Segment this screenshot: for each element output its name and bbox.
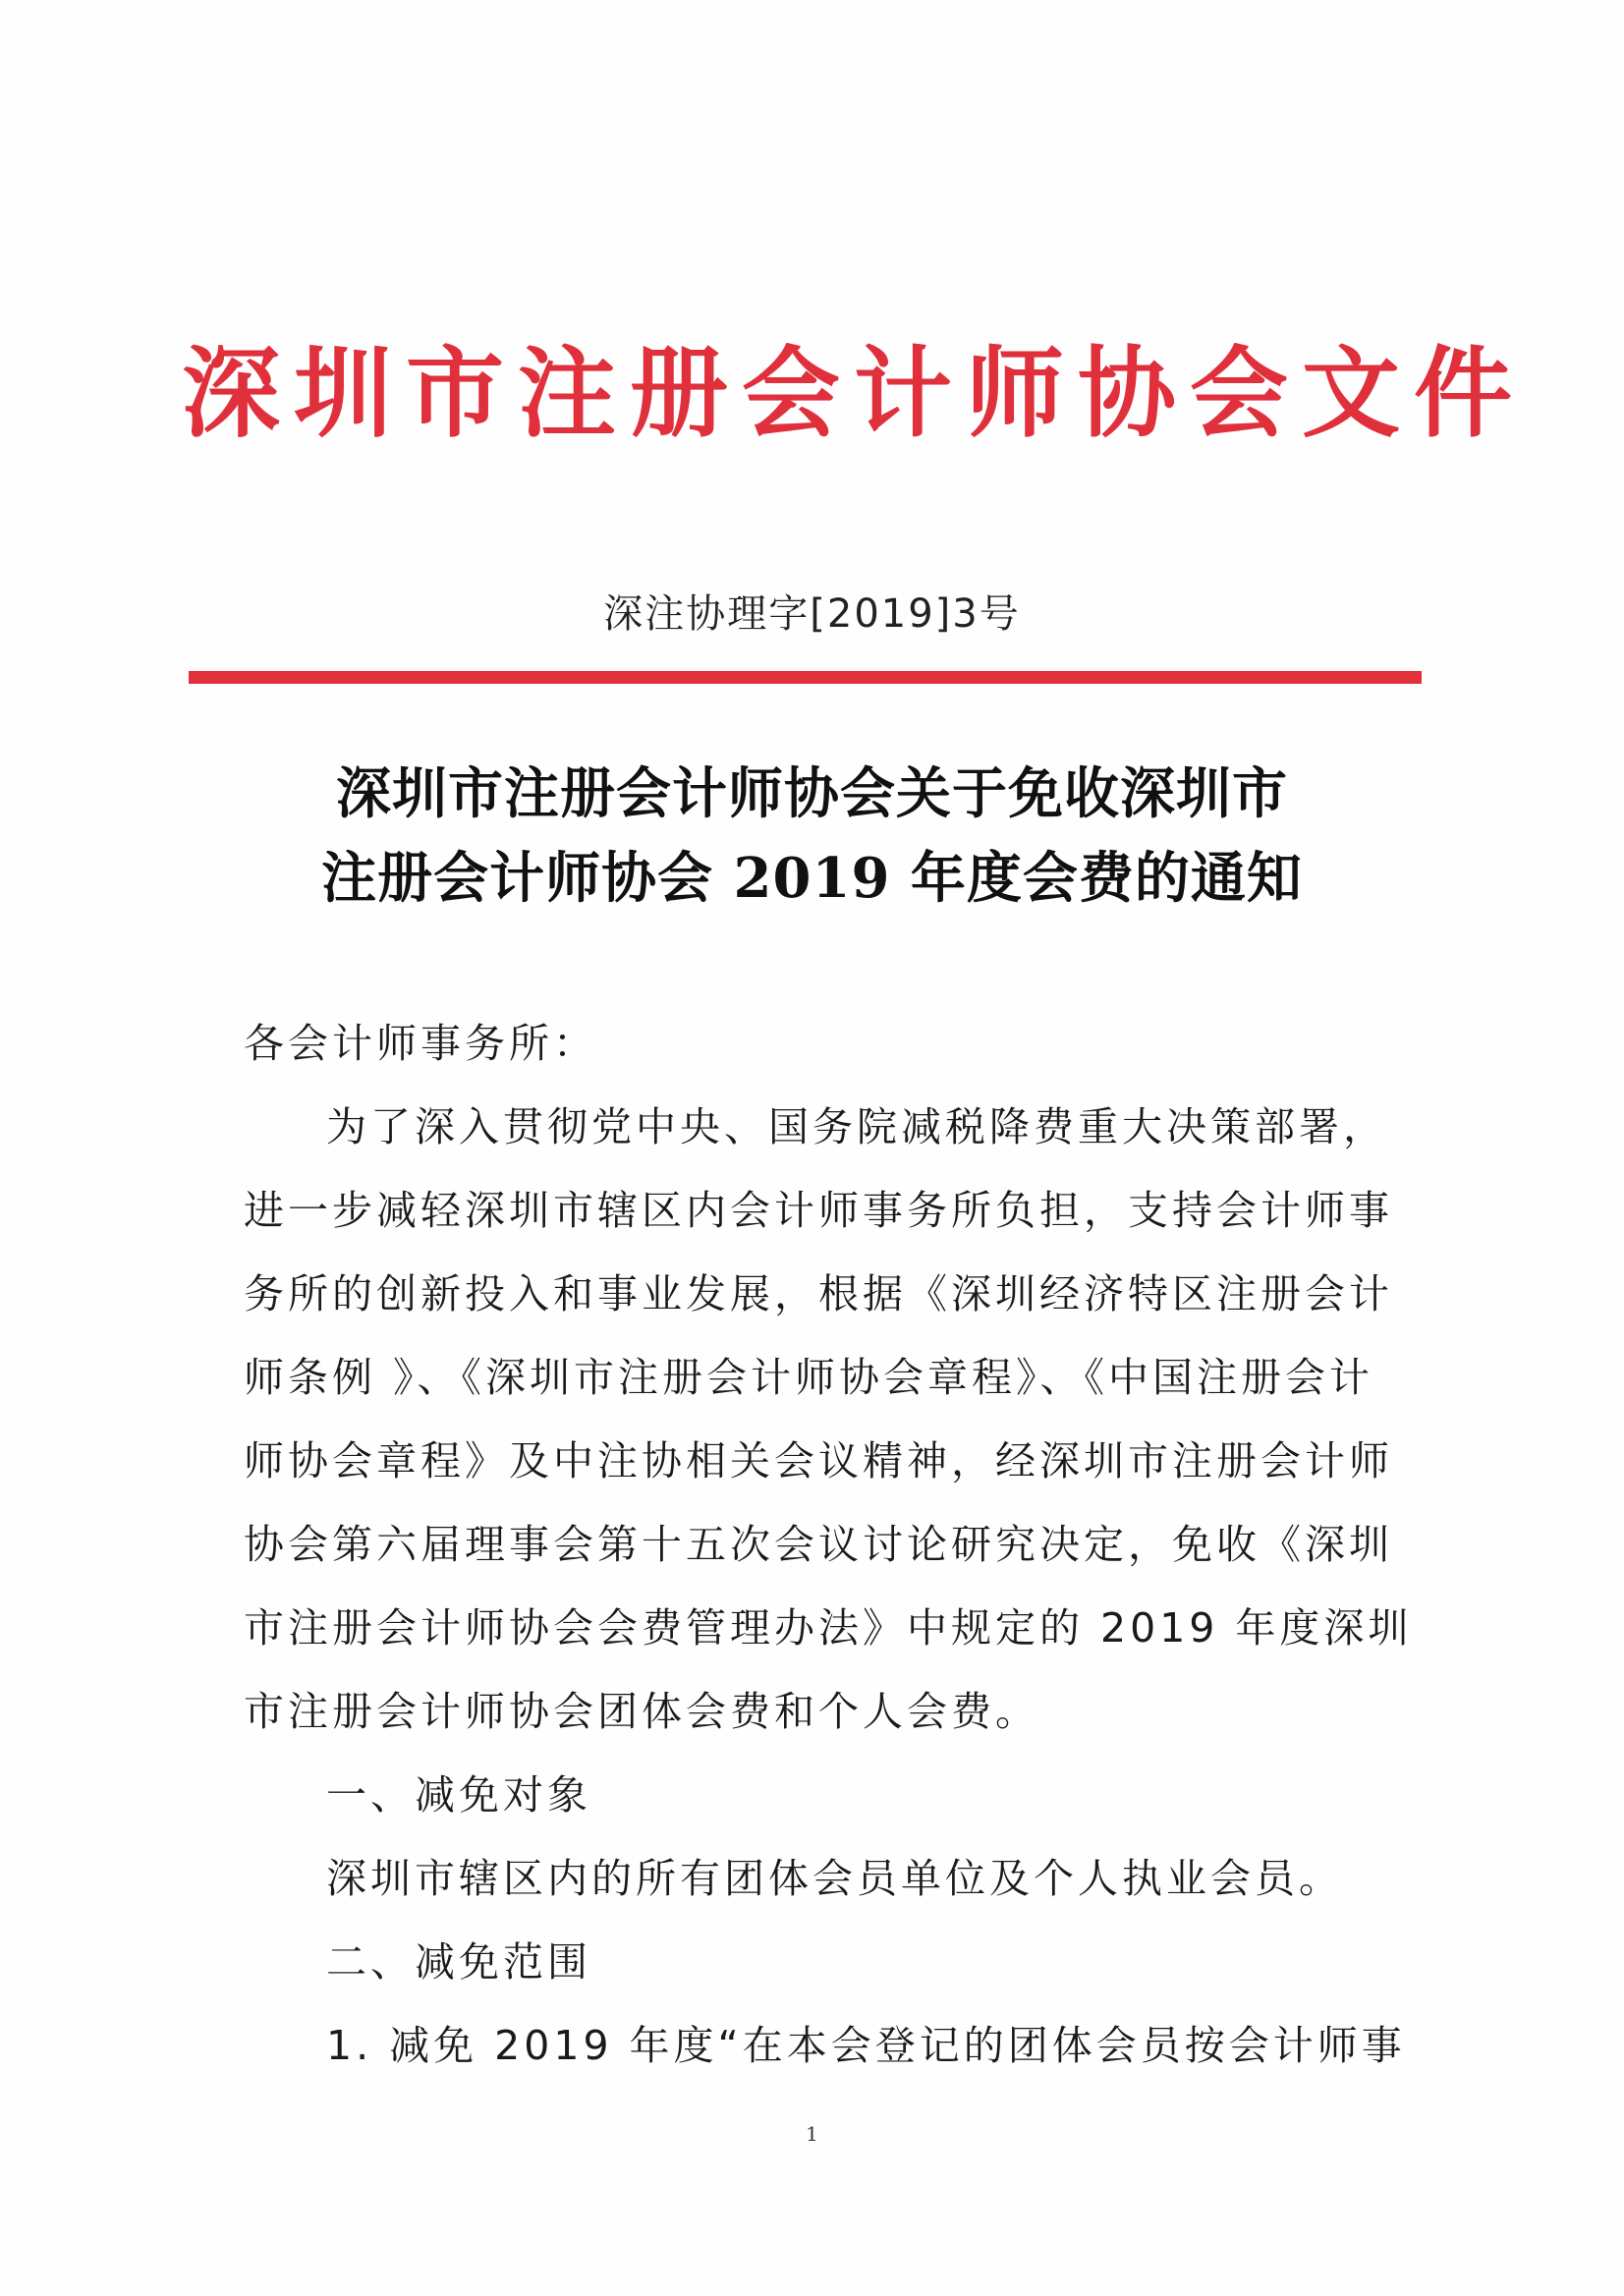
body-line: 务所的创新投入和事业发展，根据《深圳经济特区注册会计 xyxy=(244,1270,1393,1317)
document-body xyxy=(244,1002,1413,2088)
salutation: 各会计师事务所： xyxy=(244,1020,597,1067)
body-line: 市注册会计师协会会费管理办法》中规定的 2019 年度深圳 xyxy=(244,1604,1413,1652)
body-line: 协会第六届理事会第十五次会议讨论研究决定，免收《深圳 xyxy=(244,1521,1393,1568)
section-2-item-1: 1. 减免 2019 年度“在本会登记的团体会员按会计师事 xyxy=(326,2022,1406,2069)
document-title xyxy=(0,752,1624,921)
red-divider-line xyxy=(189,671,1422,684)
section-heading-1: 一、减免对象 xyxy=(326,1771,591,1819)
document-number: 深注协理字[2019]3号 xyxy=(603,591,1021,637)
page-number: 1 xyxy=(806,2122,818,2146)
body-line: 师条例 》、《深圳市注册会计师协会章程》、《中国注册会计 xyxy=(244,1354,1374,1401)
body-line: 市注册会计师协会团体会费和个人会费。 xyxy=(244,1688,1039,1735)
section-heading-2: 二、减免范围 xyxy=(326,1938,591,1986)
title-line-2: 注册会计师协会 2019 年度会费的通知 xyxy=(321,846,1303,911)
body-line: 进一步减轻深圳市辖区内会计师事务所负担，支持会计师事 xyxy=(244,1187,1393,1234)
body-line: 为了深入贯彻党中央、国务院减税降费重大决策部署， xyxy=(326,1103,1387,1150)
section-1-text: 深圳市辖区内的所有团体会员单位及个人执业会员。 xyxy=(326,1855,1343,1902)
body-line: 师协会章程》及中注协相关会议精神，经深圳市注册会计师 xyxy=(244,1437,1393,1484)
document-masthead: 深圳市注册会计师协会文件 xyxy=(182,335,1526,451)
title-line-1: 深圳市注册会计师协会关于免收深圳市 xyxy=(336,761,1288,826)
